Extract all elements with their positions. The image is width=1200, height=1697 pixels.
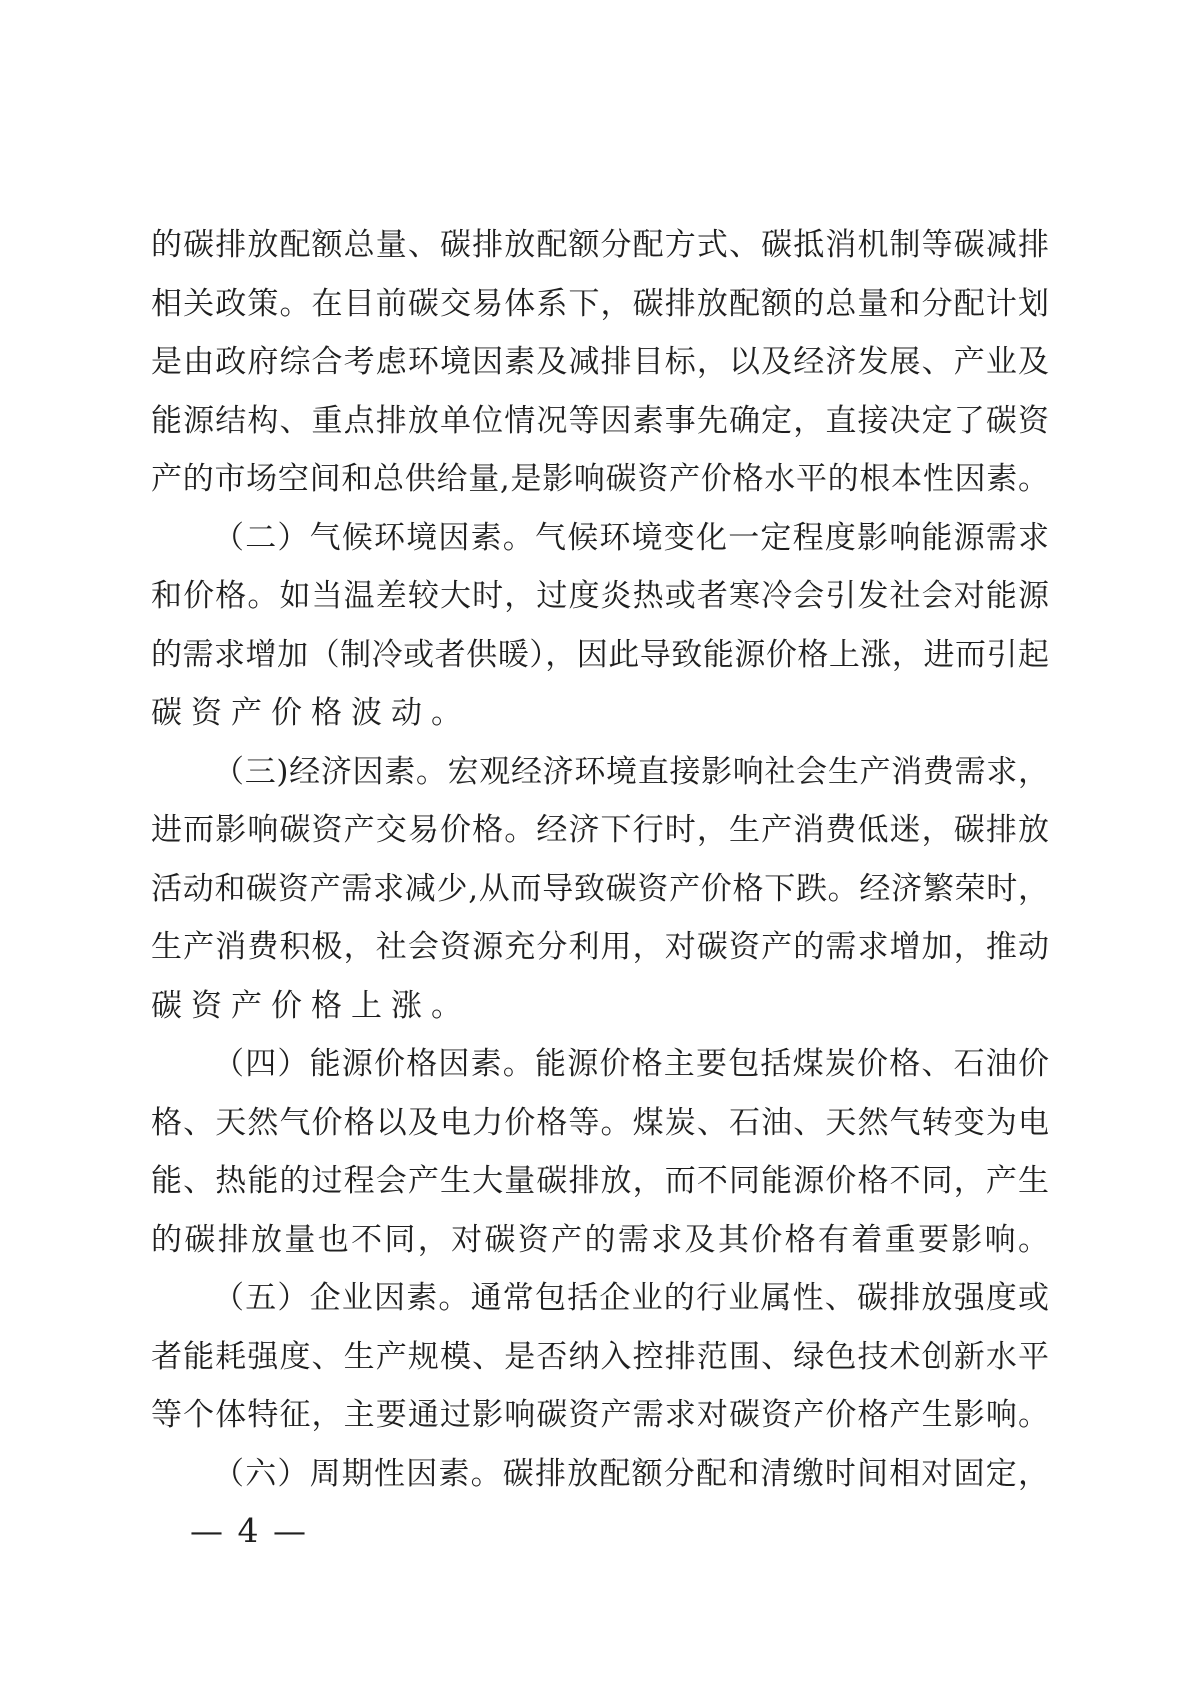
text-line: 的碳排放配额总量、碳排放配额分配方式、碳抵消机制等碳减排 [151, 227, 1049, 263]
text-line: 进而影响碳资产交易价格。经济下行时，生产消费低迷，碳排放 [151, 812, 1049, 848]
text-line: 是由政府综合考虑环境因素及减排目标，以及经济发展、产业及 [151, 344, 1049, 380]
text-line: （三)经济因素。宏观经济环境直接影响社会生产消费需求， [213, 753, 1049, 790]
text-line: 能、热能的过程会产生大量碳排放，而不同能源价格不同，产生 [151, 1163, 1049, 1199]
text-line: （四）能源价格因素。能源价格主要包括煤炭价格、石油价 [213, 1046, 1049, 1082]
text-line: （二）气候环境因素。气候环境变化一定程度影响能源需求 [213, 519, 1049, 556]
text-line: 格、天然气价格以及电力价格等。煤炭、石油、天然气转变为电 [151, 1104, 1049, 1141]
text-line: 的需求增加（制冷或者供暖），因此导致能源价格上涨，进而引起 [151, 636, 1049, 673]
text-line: （六）周期性因素。碳排放配额分配和清缴时间相对固定， [213, 1455, 1049, 1492]
text-line: （五）企业因素。通常包括企业的行业属性、碳排放强度或 [213, 1280, 1049, 1316]
text-line: 生产消费积极，社会资源充分利用，对碳资产的需求增加，推动 [151, 929, 1049, 965]
text-line: 相关政策。在目前碳交易体系下，碳排放配额的总量和分配计划 [151, 285, 1049, 322]
text-line: 产的市场空间和总供给量,是影响碳资产价格水平的根本性因素。 [151, 461, 1049, 497]
text-line: 者能耗强度、生产规模、是否纳入控排范围、绿色技术创新水平 [151, 1338, 1049, 1375]
document-body [151, 216, 1049, 1503]
text-line: 能源结构、重点排放单位情况等因素事先确定，直接决定了碳资 [151, 402, 1049, 439]
page-number: — 4 — [190, 1511, 308, 1550]
text-line: 碳资产价格波动。 [151, 695, 471, 731]
text-line: 碳资产价格上涨。 [151, 987, 471, 1024]
text-line: 等个体特征，主要通过影响碳资产需求对碳资产价格产生影响。 [151, 1397, 1049, 1433]
text-line: 和价格。如当温差较大时，过度炎热或者寒冷会引发社会对能源 [151, 578, 1049, 614]
text-line: 活动和碳资产需求减少,从而导致碳资产价格下跌。经济繁荣时， [151, 870, 1049, 907]
text-line: 的碳排放量也不同，对碳资产的需求及其价格有着重要影响。 [151, 1221, 1049, 1258]
